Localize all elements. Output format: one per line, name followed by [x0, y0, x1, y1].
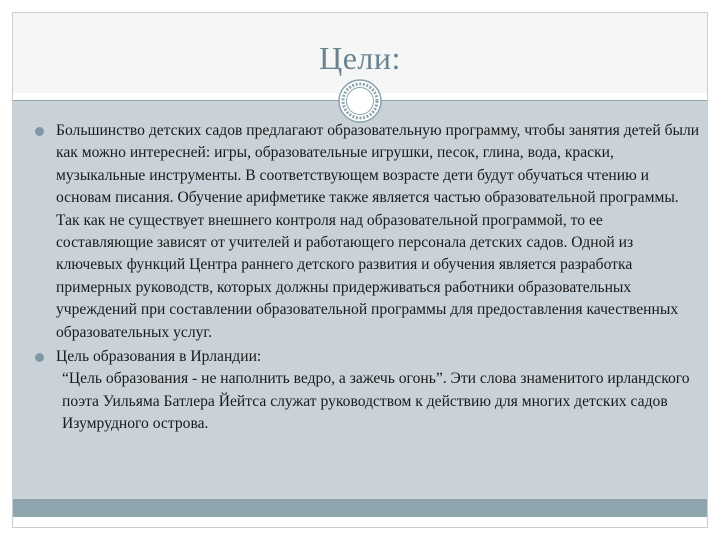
bottom-bar: [13, 499, 707, 517]
list-item: [32, 120, 700, 344]
bullet-text: Цель образования в Ирландии:: [56, 348, 262, 366]
slide-title: Цели:: [319, 40, 401, 76]
list-item: [32, 346, 700, 436]
bullet-text: Большинство детских садов предлагают образовательную программу, чтобы занятия детей были как можно интересней: игры, образовательные игрушки, песок, глина, вода, краски, музыкальные инструменты. В соответствующем возрасте дети будут обучаться чтению и основам писания. Обучение арифметике также является частью образовательной программы. Так как не существует внешнего контроля над образовательной программой, то ее составляющие зависят от учителей и работающего персонала детских садов. Одной из ключевых функций Центра раннего детского развития и обучения является разработка примерных руководств, которых должны придерживаться работники образовательных учреждений при составлении образовательной программы для предоставления качественных образовательных услуг.: [56, 122, 700, 341]
bullet-dot-icon: [35, 127, 44, 136]
circle-ornament-icon: [337, 78, 383, 124]
bullet-list: [32, 120, 700, 436]
bullet-dot-icon: [35, 353, 44, 362]
bullet-quote: “Цель образования - не наполнить ведро, а зажечь огонь”. Эти слова знаменитого ирландского поэта Уильяма Батлера Йейтса служат руководством к действию для многих детских садов Изумрудного острова.: [62, 370, 690, 433]
